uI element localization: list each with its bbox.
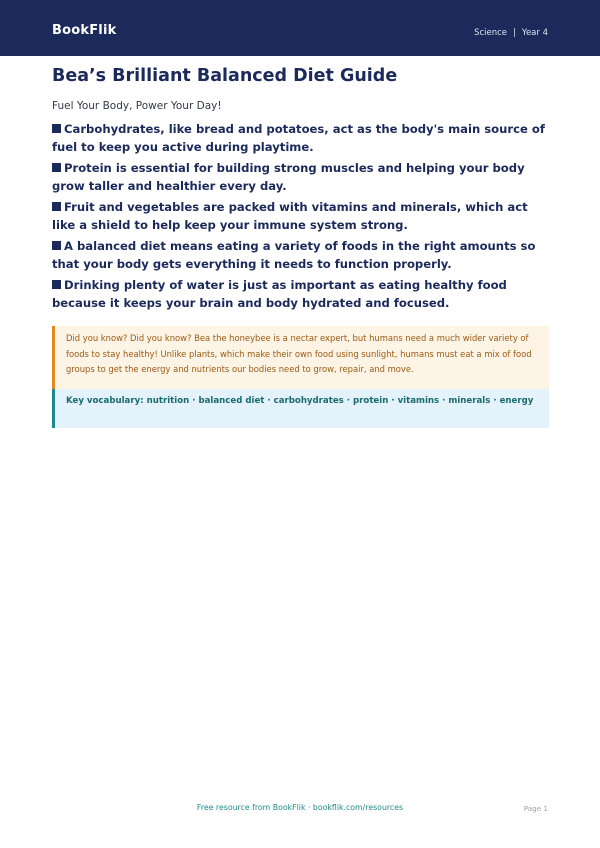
- footer-resource-link[interactable]: Free resource from BookFlik · bookflik.com/resources: [196, 803, 404, 812]
- year-label: Year 4: [521, 28, 548, 38]
- fact-text: Carbohydrates, like bread and potatoes, act as the body's main source of fuel to keep you active during playtime.: [52, 122, 545, 154]
- did-you-know-box: Did you know? Did you know? Bea the honeybee is a nectar expert, but humans need a much wider variety of foods to stay healthy! Unlike plants, which make their own food using sunlight, humans must eat a mix of food groups to get the energy and nutrients our bodies need to grow, repair, and move.: [52, 326, 549, 389]
- fact-item: [52, 160, 552, 195]
- square-bullet-icon: [52, 202, 61, 211]
- meta-separator: |: [513, 28, 516, 38]
- square-bullet-icon: [52, 280, 61, 289]
- fact-item: [52, 199, 552, 234]
- square-bullet-icon: [52, 163, 61, 172]
- fact-item: [52, 238, 552, 273]
- fact-item: [52, 277, 552, 312]
- fact-text: Protein is essential for building strong muscles and helping your body grow taller and healthier every day.: [52, 161, 525, 193]
- square-bullet-icon: [52, 124, 61, 133]
- brand-logo[interactable]: BookFlik: [52, 23, 117, 38]
- fact-text: Drinking plenty of water is just as important as eating healthy food because it keeps your brain and body hydrated and focused.: [52, 278, 507, 310]
- square-bullet-icon: [52, 241, 61, 250]
- page-subtitle: Fuel Your Body, Power Your Day!: [52, 100, 222, 112]
- fact-item: [52, 121, 552, 156]
- header-meta: [474, 28, 548, 38]
- subject-label: Science: [474, 28, 508, 38]
- page-title: Bea’s Brilliant Balanced Diet Guide: [52, 66, 398, 86]
- page-number: Page 1: [523, 804, 548, 813]
- fact-text: Fruit and vegetables are packed with vitamins and minerals, which act like a shield to help keep your immune system strong.: [52, 200, 528, 232]
- vocabulary-box: Key vocabulary: nutrition · balanced diet · carbohydrates · protein · vitamins · minerals · energy: [52, 389, 549, 428]
- page-header: [0, 0, 600, 56]
- fact-text: A balanced diet means eating a variety of foods in the right amounts so that your body gets everything it needs to function properly.: [52, 239, 536, 271]
- fact-list: [52, 121, 552, 316]
